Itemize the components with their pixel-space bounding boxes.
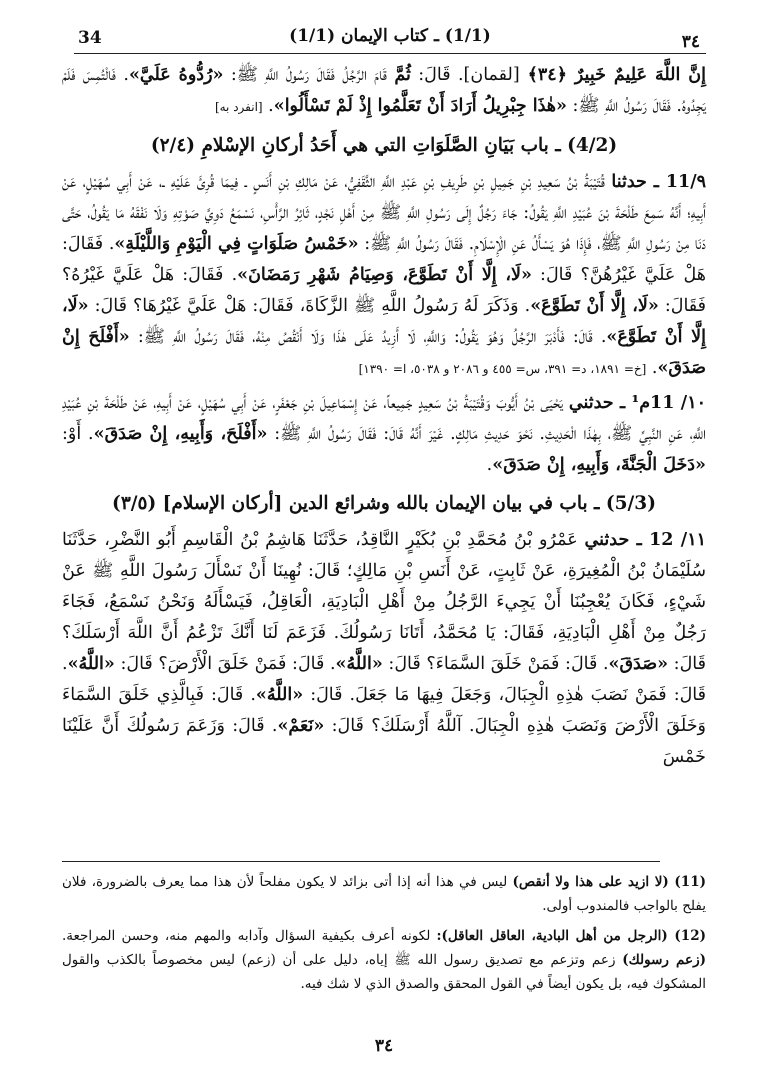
reference-note: [انفرد به] — [214, 100, 263, 114]
text-run: . قَالَ: وَزَعَمَ رَسُولُكَ أَنَّ عَلَيْنَا خَمْسَ — [62, 716, 706, 767]
bold-text: «رُدُّوهُ عَلَيَّ» — [128, 65, 224, 85]
footer-page-number: ٣٤ — [374, 1036, 394, 1056]
text-run: [لقمان]. قَالَ: — [410, 65, 520, 85]
bold-text: «اللَّهُ» — [255, 685, 304, 705]
bold-text: «خَمْسُ صَلَوَاتٍ فِي الْيَوْمِ وَاللَّيْلَةِ» — [114, 234, 359, 254]
text-run: . قَالَ: فَبِالَّذِي خَلَقَ السَّمَاءَ وَخَلَقَ الْأَرْضَ وَنَصَبَ هٰذِهِ الْجِبَالَ. آللَّهُ أَرْسَلَكَ؟ قَالَ: — [62, 685, 706, 736]
bold-text: «اللَّهُ» — [335, 654, 383, 674]
text-run: . أَوْ: — [62, 424, 94, 444]
hadith-paragraph — [62, 167, 706, 385]
bold-text: «أَفْلَحَ، وَأَبِيهِ، إِنْ صَدَقَ» — [93, 424, 268, 444]
running-header — [74, 20, 706, 54]
text-run: . قَالَ: فَمَنْ خَلَقَ الْأَرْضَ؟ قَالَ: — [114, 654, 336, 674]
bold-text: (11) (لا ازيد على هذا ولا أنقص) — [512, 874, 706, 890]
bold-text: «لَا، إِلَّا أَنْ تَطَوَّعَ» — [530, 296, 659, 316]
footnote — [62, 924, 706, 996]
chapter-heading: (5/3) ـ باب في بيان الإيمان بالله وشرائع الدين [أركان الإسلام] (٣/٥) — [112, 493, 656, 514]
bold-text: «هٰذَا جِبْرِيلُ أَرَادَ أَنْ تَعَلَّمُوا إِذْ لَمْ تَسْأَلُوا» — [273, 96, 567, 116]
bold-text: إِنَّ اللَّهَ عَلِيمٌ خَبِيرٌ ﴿٣٤﴾ — [519, 65, 707, 85]
header-title: (1/1) ـ كتاب الإيمان (1/1) — [289, 26, 491, 46]
bold-text: ١١/ 12 ـ حدثني — [584, 530, 706, 550]
text-run: . فَالْتُمِسَ فَلَمْ يَجِدُوهُ. فَقَالَ رَسُولُ اللَّهِ ﷺ: — [62, 65, 706, 116]
bold-text: «اللَّهُ» — [67, 654, 115, 674]
bold-text: «لَا، إِلَّا أَنْ تَطَوَّعَ» — [62, 296, 707, 347]
text-run: يَحْيَى بْنُ أَيُّوبَ وَقُتَيْبَةُ بْنُ سَعِيدٍ جَمِيعاً، عَنْ إِسْمَاعِيلَ بْنِ جَعْفَرٍ، عَنْ أَبِي سُهَيْلٍ، عَنْ أَبِيهِ، عَنْ طَلْحَةَ بْنِ عُبَيْدِ اللَّهِ، عَنِ النَّبِيِّ ﷺ، بِهٰذَا الْحَدِيثِ. نَحْوَ حَدِيثِ مَالِكٍ. غَيْرَ أَنَّهُ قَالَ: فَقَالَ رَسُولُ اللَّهِ ﷺ: — [62, 393, 706, 444]
main-text — [62, 60, 706, 773]
bold-text: (12) (الرجل من أهل البادية، العاقل العاقل): — [436, 928, 706, 944]
bold-text: «لَا، إِلَّا أَنْ تَطَوَّعَ، وَصِيَامُ شَهْرِ رَمَضَانَ» — [237, 265, 532, 285]
text-run: قَامَ الرَّجُلُ فَقَالَ رَسُولُ اللَّهِ ﷺ: — [223, 65, 395, 85]
bold-text: «نَعَمْ» — [277, 716, 325, 736]
text-run: لكونه أعرف بكيفية السؤال وآدابه والمهم منه، وحسن المراجعة. — [62, 928, 437, 944]
text-run: . قَالَ: فَمَنْ خَلَقَ السَّمَاءَ؟ قَالَ: — [382, 654, 609, 674]
bold-text: ١٠/ 11م¹ ـ حدثني — [568, 393, 707, 413]
bold-text: (زعم رسولك) — [622, 952, 706, 968]
reference-note: [خ= ١٨٩١، د= ٣٩١، س= ٤٥٥ و ٢٠٨٦ و ٥٠٣٨، ا= ١٣٩٠] — [358, 362, 647, 376]
bold-text: «صَدَقَ» — [608, 654, 669, 674]
hadith-paragraph — [62, 525, 706, 773]
text-run: . وَذَكَرَ لَهُ رَسُولُ اللَّهِ ﷺ الزَّكَاةَ، فَقَالَ: هَلْ عَلَيَّ غَيْرُهَا؟ قَالَ: — [88, 296, 531, 316]
header-page-number-latin: 34 — [78, 28, 102, 48]
text-run: قُتَيْبَةُ بْنُ سَعِيدِ بْنِ جَمِيلِ بْنِ طَرِيفِ بْنِ عَبْدِ اللَّهِ الثَّقَفِيُّ، عَنْ مَالِكِ بْنِ أَنَسٍ ـ فِيمَا قُرِئَ عَلَيْهِ ـ، عَنْ أَبِي سُهَيْلٍ، عَنْ أَبِيهِ؛ أَنَّهُ سَمِعَ طَلْحَةَ بْنَ عُبَيْدِ اللَّهِ يَقُولُ: جَاءَ رَجُلٌ إِلَى رَسُولِ اللَّهِ ﷺ مِنْ أَهْلِ نَجْدٍ، ثَائِرُ الرَّأْسِ، نَسْمَعُ دَوِيَّ صَوْتِهِ وَلَا نَفْقَهُ مَا يَقُولُ، حَتَّى دَنَا مِنْ رَسُولِ اللَّهِ ﷺ، فَإِذَا هُوَ يَسْأَلُ عَنِ الْإِسْلَامِ. فَقَالَ رَسُولُ اللَّهِ ﷺ: — [62, 172, 707, 254]
header-page-number-arabic: ٣٤ — [681, 32, 700, 52]
text-run: . قَالَ: فَأَدْبَرَ الرَّجُلُ وَهُوَ يَقُولُ: وَاللَّهِ، لَا أَزِيدُ عَلَى هٰذَا وَلَا أَنْقُصُ مِنْهُ، فَقَالَ رَسُولُ اللَّهِ ﷺ: — [129, 327, 607, 347]
text-run: عَمْرُو بْنُ مُحَمَّدِ بْنِ بُكَيْرٍ النَّاقِدُ، حَدَّثَنَا هَاشِمُ بْنُ الْقَاسِمِ أَبُو النَّضْرِ، حَدَّثَنَا سُلَيْمَانُ بْنُ الْمُغِيرَةِ، عَنْ ثَابِتٍ، عَنْ أَنَسِ بْنِ مَالِكٍ؛ قَالَ: نُهِينَا أَنْ نَسْأَلَ رَسُولَ اللَّهِ ﷺ عَنْ شَيْءٍ، فَكَانَ يُعْجِبُنَا أَنْ يَجِيءَ الرَّجُلُ مِنْ أَهْلِ الْبَادِيَةِ، الْعَاقِلُ، فَيَسْأَلَهُ وَنَحْنُ نَسْمَعُ، فَجَاءَ رَجُلٌ مِنْ أَهْلِ الْبَادِيَةِ، فَقَالَ: يَا مُحَمَّدُ، أَتَانَا رَسُولُكَ. فَزَعَمَ لَنَا أَنَّكَ تَزْعُمُ أَنَّ اللَّهَ أَرْسَلَكَ؟ قَالَ: — [62, 530, 706, 674]
footnote — [62, 870, 706, 918]
hadith-paragraph — [62, 60, 706, 123]
bold-text: ثُمَّ — [394, 65, 411, 85]
text-run: . قَالَ: فَمَنْ نَصَبَ هٰذِهِ الْجِبَالَ، وَجَعَلَ فِيهَا مَا جَعَلَ. قَالَ: — [62, 654, 706, 705]
text-run: زعم وتزعم مع تصديق رسول الله ﷺ إياه، دليل على أن (زعم) ليس مخصوصاً بالكذب والقول المشكوك فيه، بل يكون أيضاً في القول المحقق والصدق الذي لا شك فيه. — [62, 952, 706, 992]
chapter-heading: (4/2) ـ باب بَيَانِ الصَّلَوَاتِ التي هي أَحَدُ أركانِ الإسْلامِ (٢/٤) — [150, 135, 618, 156]
footnote-separator — [62, 861, 660, 862]
footnotes — [62, 870, 706, 1002]
text-run: . فَقَالَ: هَلْ عَلَيَّ غَيْرُهُ؟ فَقَالَ: — [62, 265, 707, 316]
text-run: . فَقَالَ: هَلْ عَلَيَّ غَيْرُهُنَّ؟ قَالَ: — [62, 234, 706, 285]
header-rule — [74, 53, 706, 54]
bold-text: «دَخَلَ الْجَنَّةَ، وَأَبِيهِ، إِنْ صَدَقَ» — [492, 455, 706, 475]
hadith-paragraph — [62, 388, 706, 481]
text-run: ليس في هذا أنه إذا أتى بزائد لا يكون مفلحاً لأن هذا مما يعرف بالضرورة، فلان يفلح بالواجب فالمندوب أولى. — [62, 874, 706, 914]
bold-text: «أَفْلَحَ إِنْ صَدَقَ» — [62, 327, 706, 378]
bold-text: ٩/11 ـ حدثنا — [611, 172, 706, 192]
text-run: . — [262, 96, 274, 116]
text-run: . — [646, 358, 658, 378]
text-run: . — [486, 455, 493, 475]
